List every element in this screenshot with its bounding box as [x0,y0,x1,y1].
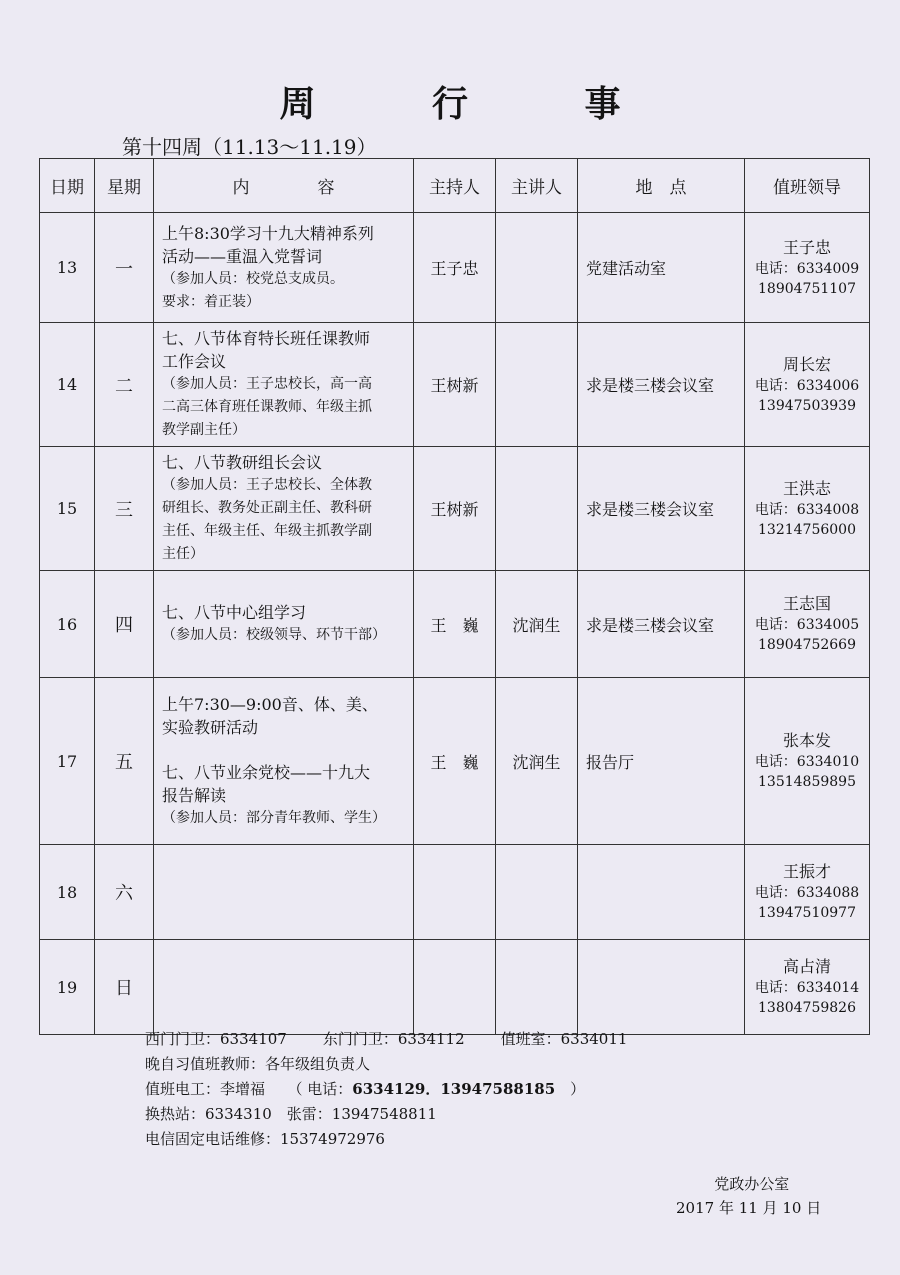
heat-station-phone: 换热站：6334310 张雷：13947548811 [145,1105,437,1123]
header-day: 星期 [95,159,154,213]
header-content: 内 容 [154,159,414,213]
weekday-cell: 三 [95,447,154,571]
host-cell: 王子忠 [414,213,496,323]
leader-name: 王洪志 [782,478,831,498]
leader-phone: 电话：6334088 [754,885,860,901]
leader-cell [745,213,870,323]
date-cell: 13 [40,213,95,323]
participants-line: 要求：着正装） [162,293,260,310]
leader-name: 高占清 [782,957,831,976]
header-leader: 值班领导 [745,159,870,213]
date-cell: 17 [40,678,95,845]
content-cell [154,323,414,447]
participants-line: （参加人员：王子忠校长、全体教 [162,477,372,493]
weekday-cell: 四 [95,571,154,678]
issue-date: 2017 年 11 月 10 日 [676,1199,822,1217]
activity-line: 报告解读 [162,785,227,805]
leader-mobile: 18904751107 [758,280,856,297]
leader-name: 王子忠 [782,237,831,257]
location-cell [578,940,745,1035]
activity-line: 七、八节教研组长会议 [162,453,323,472]
content-cell [154,213,414,323]
schedule-row [40,678,870,845]
week-label: 第十四周（11.13～11.19） [122,135,377,159]
telecom-repair-phone: 电信固定电话维修：15374972976 [145,1130,385,1148]
date-cell: 14 [40,323,95,447]
activity-line: 上午7:30—9:00音、体、美、 [162,694,378,714]
host-cell: 王树新 [414,447,496,571]
leader-cell [745,845,870,940]
schedule-row [40,213,870,323]
issuing-office: 党政办公室 [714,1175,790,1193]
leader-mobile: 13947510977 [758,905,856,921]
activity-line: 七、八节业余党校——十九大 [162,762,371,782]
header-speaker: 主讲人 [496,159,578,213]
location-cell: 求是楼三楼会议室 [578,571,745,678]
leader-cell [745,678,870,845]
header-location: 地 点 [578,159,745,213]
header-date: 日期 [40,159,95,213]
schedule-row [40,447,870,571]
schedule-row [40,940,870,1035]
participants-line: 主任） [162,546,204,562]
contact-footer [145,1027,627,1152]
date-cell: 19 [40,940,95,1035]
leader-mobile: 18904752669 [758,637,856,653]
duty-room-phone: 值班室：6334011 [500,1030,628,1048]
schedule-table [39,158,870,1035]
location-cell: 求是楼三楼会议室 [578,447,745,571]
leader-phone: 电话：6334008 [754,501,860,518]
leader-name: 张本发 [782,731,831,750]
activity-line: 活动——重温入党誓词 [162,246,323,266]
schedule-row [40,571,870,678]
electrician-close: ） [570,1080,586,1098]
east-gate-phone: 东门门卫：6334112 [322,1030,465,1048]
weekday-cell: 一 [95,213,154,323]
location-cell: 报告厅 [578,678,745,845]
host-cell: 王 巍 [414,571,496,678]
speaker-cell [496,845,578,940]
speaker-cell [496,447,578,571]
host-cell [414,845,496,940]
location-cell: 党建活动室 [578,213,745,323]
leader-phone: 电话：6334009 [754,260,860,277]
speaker-cell: 沈润生 [496,678,578,845]
content-cell [154,447,414,571]
leader-mobile: 13947503939 [758,397,856,414]
page-title: 周 行 事 [279,83,673,125]
date-cell: 16 [40,571,95,678]
speaker-cell [496,213,578,323]
signature-block [676,1172,821,1220]
leader-mobile: 13214756000 [758,521,856,538]
speaker-cell [496,323,578,447]
leader-phone: 电话：6334010 [754,754,860,770]
header-row [40,159,870,213]
weekday-cell: 六 [95,845,154,940]
leader-phone: 电话：6334006 [754,377,860,394]
participants-line: （参加人员：部分青年教师、学生） [162,809,386,826]
leader-name: 王振才 [782,862,831,881]
leader-name: 周长宏 [782,354,831,374]
weekday-cell: 二 [95,323,154,447]
activity-line: 工作会议 [162,352,227,371]
location-cell [578,845,745,940]
participants-line: （参加人员：王子忠校长，高一高 [162,376,372,392]
participants-line: 二高三体育班任课教师、年级主抓 [162,399,372,415]
gate-phones [145,1027,627,1052]
weekday-cell: 五 [95,678,154,845]
electrician-label: 值班电工：李增福 （ 电话： [145,1080,353,1098]
evening-study-duty: 晚自习值班教师：各年级组负责人 [145,1055,371,1073]
leader-name: 王志国 [782,594,831,613]
leader-cell [745,447,870,571]
activity-line: 上午8:30学习十九大精神系列 [162,223,374,243]
participants-line: （参加人员：校党总支成员。 [162,270,344,287]
electrician-duty [145,1077,627,1102]
content-cell [154,940,414,1035]
activity-line: 实验教研活动 [162,717,259,737]
leader-cell [745,940,870,1035]
date-cell: 18 [40,845,95,940]
host-cell: 王树新 [414,323,496,447]
participants-line: （参加人员：校级领导、环节干部） [162,627,386,643]
host-cell [414,940,496,1035]
header-host: 主持人 [414,159,496,213]
schedule-row [40,323,870,447]
content-cell [154,571,414,678]
speaker-cell [496,940,578,1035]
leader-phone: 电话：6334005 [754,617,860,633]
leader-cell [745,571,870,678]
speaker-cell: 沈润生 [496,571,578,678]
weekday-cell: 日 [95,940,154,1035]
date-cell: 15 [40,447,95,571]
leader-mobile: 13804759826 [758,1000,856,1016]
content-cell [154,678,414,845]
electrician-phones: 6334129．13947588185 [352,1080,556,1098]
schedule-row [40,845,870,940]
leader-phone: 电话：6334014 [754,980,860,996]
leader-cell [745,323,870,447]
location-cell: 求是楼三楼会议室 [578,323,745,447]
participants-line: 研组长、教务处正副主任、教科研 [162,500,372,516]
host-cell: 王 巍 [414,678,496,845]
west-gate-phone: 西门门卫：6334107 [145,1030,287,1048]
activity-line: 七、八节体育特长班任课教师 [162,329,371,348]
content-cell [154,845,414,940]
leader-mobile: 13514859895 [758,774,856,790]
activity-line: 七、八节中心组学习 [162,603,307,622]
participants-line: 主任、年级主任、年级主抓教学副 [162,523,372,539]
participants-line: 教学副主任） [162,422,246,438]
